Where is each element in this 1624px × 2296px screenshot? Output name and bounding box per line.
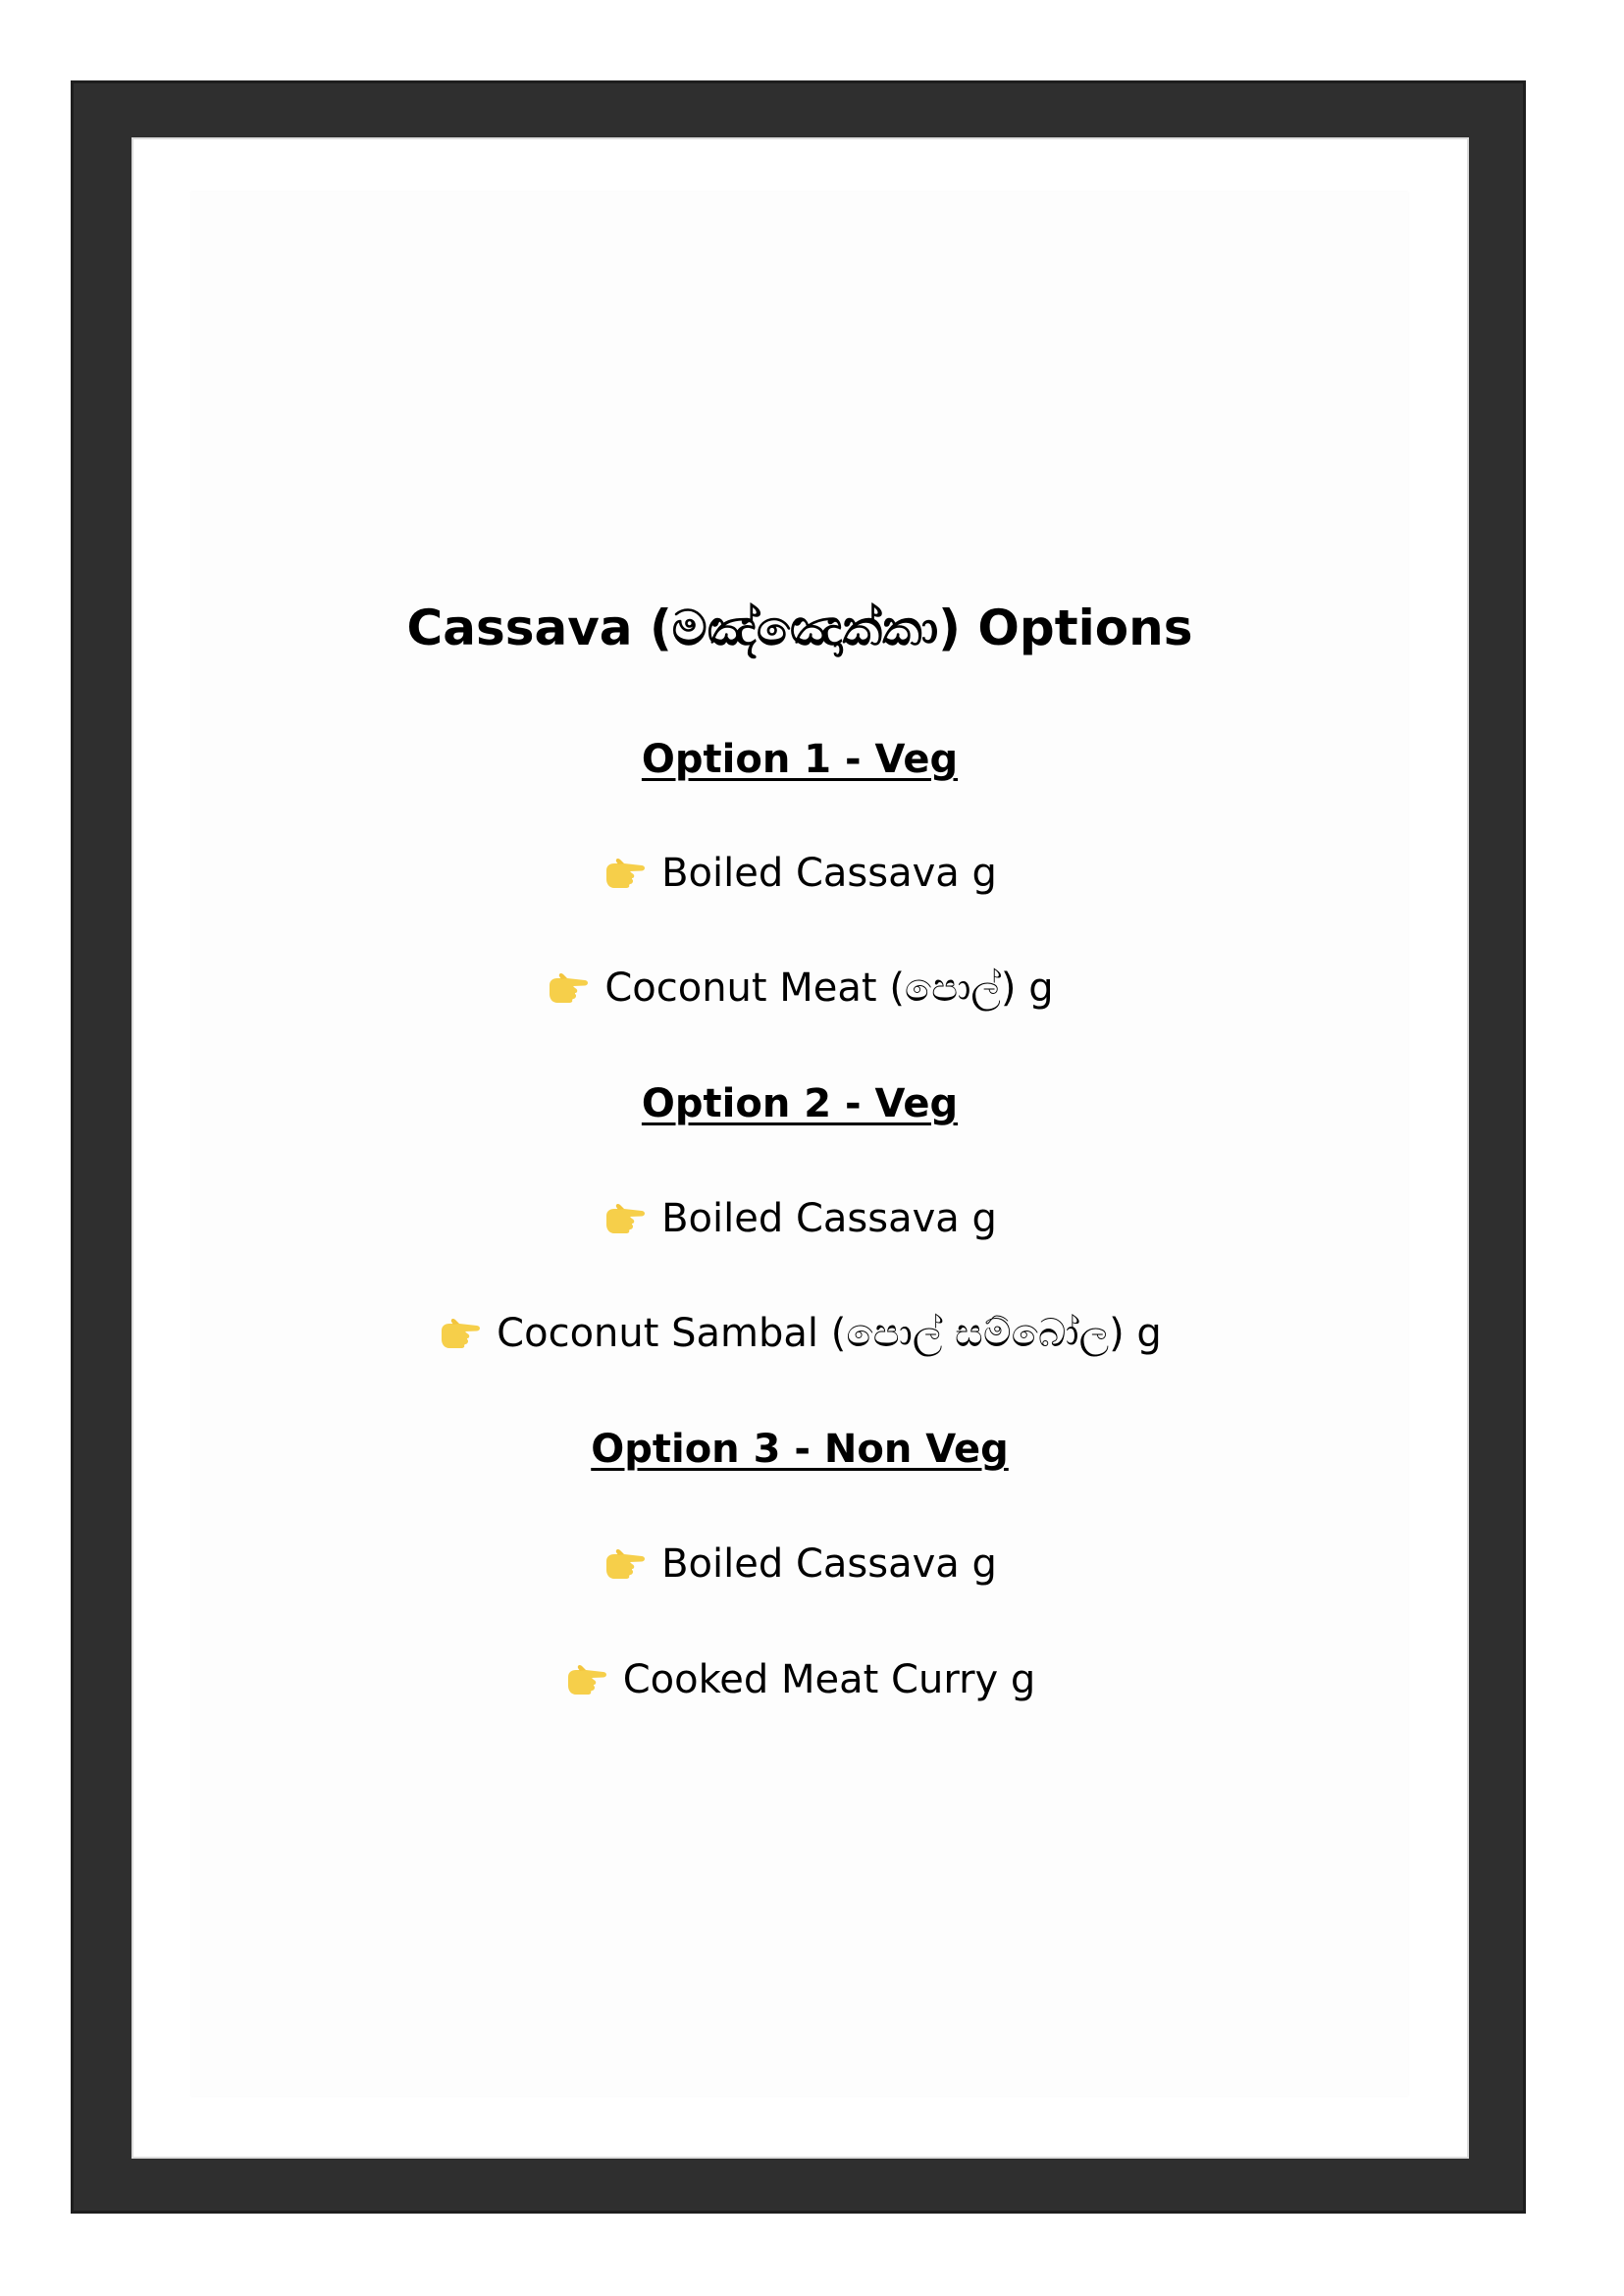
list-item-label: Coconut Meat (පොල්) g xyxy=(604,965,1054,1011)
pointing-hand-icon xyxy=(602,1202,648,1233)
list-item xyxy=(191,848,1408,899)
pointing-hand-icon xyxy=(438,1317,483,1348)
poster-content xyxy=(191,0,1408,2296)
list-item xyxy=(191,1193,1408,1244)
pointing-hand-icon xyxy=(602,1547,648,1579)
list-item xyxy=(191,1539,1408,1590)
list-item-label: Boiled Cassava g xyxy=(661,1541,997,1587)
page-title: Cassava (මඤ්ඤොක්කා) Options xyxy=(406,600,1193,656)
list-item-label: Boiled Cassava g xyxy=(661,851,997,896)
pointing-hand-icon xyxy=(564,1663,609,1695)
list-item-label: Boiled Cassava g xyxy=(661,1196,997,1241)
list-item-label: Cooked Meat Curry g xyxy=(622,1657,1036,1702)
pointing-hand-icon xyxy=(546,971,591,1003)
list-item xyxy=(191,963,1408,1014)
list-item-label: Coconut Sambal (පොල් සම්බෝල) g xyxy=(497,1311,1162,1356)
option-3-heading: Option 3 - Non Veg xyxy=(591,1427,1009,1472)
option-1-heading: Option 1 - Veg xyxy=(641,737,959,782)
pointing-hand-icon xyxy=(602,857,648,888)
list-item xyxy=(191,1654,1408,1705)
option-2-heading: Option 2 - Veg xyxy=(641,1081,959,1126)
list-item xyxy=(191,1308,1408,1359)
